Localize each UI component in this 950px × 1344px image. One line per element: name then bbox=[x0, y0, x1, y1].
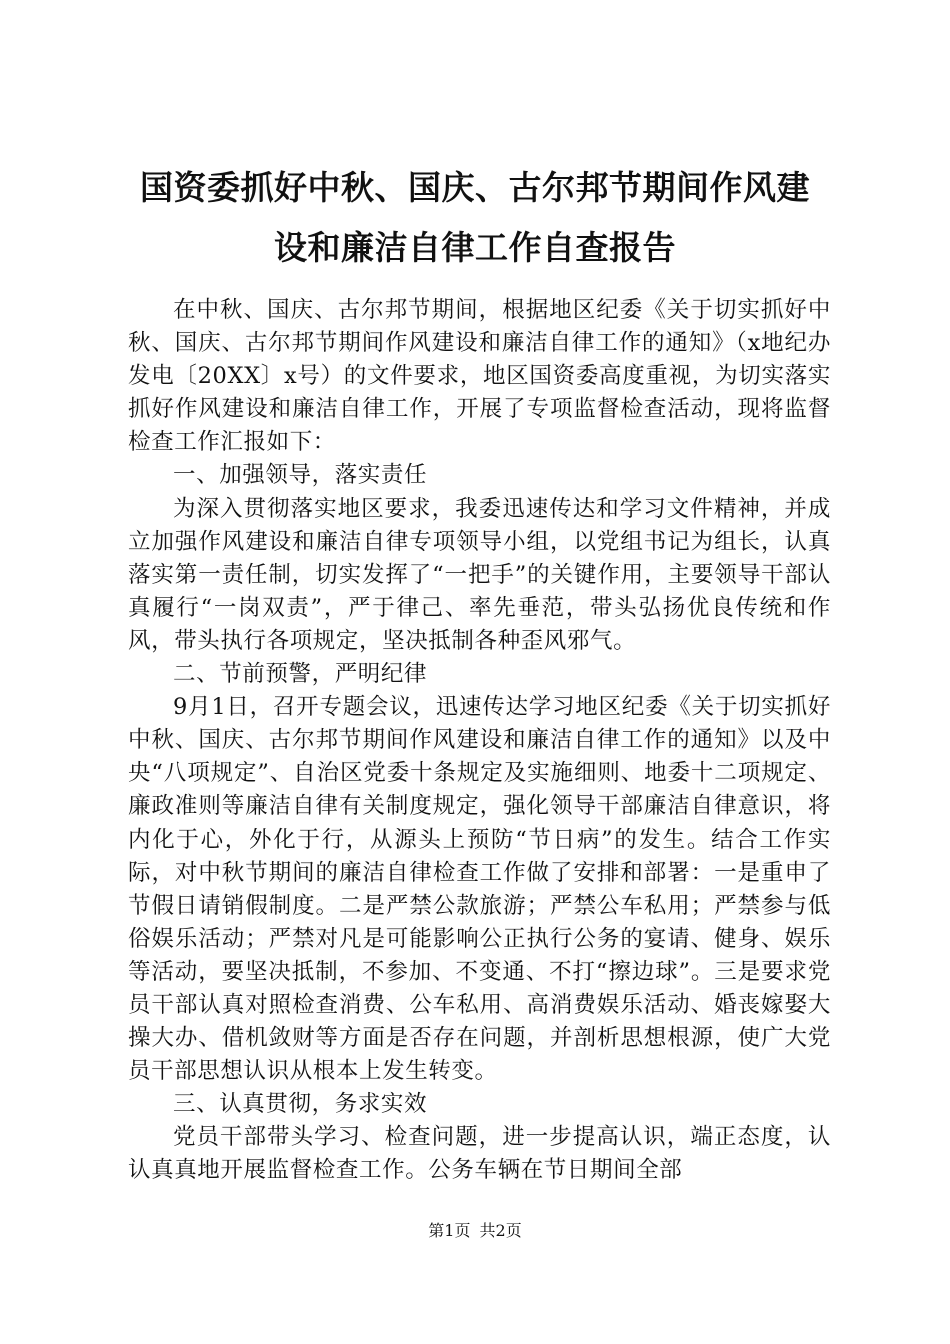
document-body bbox=[128, 294, 831, 1188]
section-heading-1: 一、加强领导，落实责任 bbox=[173, 462, 428, 489]
document-title-line-2: 设和廉洁自律工作自查报告 bbox=[274, 228, 676, 267]
section-paragraph-3: 党员干部带头学习、检查问题，进一步提高认识，端正态度，认认真真地开展监督检查工作。公务车辆在节日期间全部 bbox=[128, 1124, 831, 1184]
section-paragraph-1: 为深入贯彻落实地区要求，我委迅速传达和学习文件精神，并成立加强作风建设和廉洁自律专项领导小组，以党组书记为组长，认真落实第一责任制，切实发挥了“一把手”的关键作用，主要领导干部认真履行“一岗双责”，严于律己、率先垂范，带头弘扬优良传统和作风，带头执行各项规定，坚决抵制各种歪风邪气。 bbox=[128, 495, 831, 654]
section-heading-2: 二、节前预警，严明纪律 bbox=[173, 661, 428, 688]
section-paragraph-2: 9月1日，召开专题会议，迅速传达学习地区纪委《关于切实抓好中秋、国庆、古尔邦节期间作风建设和廉洁自律工作的通知》以及中央“八项规定”、自治区党委十条规定及实施细则、地委十二项规定、廉政准则等廉洁自律有关制度规定，强化领导干部廉洁自律意识，将内化于心，外化于行，从源头上预防“节日病”的发生。结合工作实际，对中秋节期间的廉洁自律检查工作做了安排和部署：一是重申了节假日请销假制度。二是严禁公款旅游；严禁公车私用；严禁参与低俗娱乐活动；严禁对凡是可能影响公正执行公务的宴请、健身、娱乐等活动，要坚决抵制，不参加、不变通、不打“擦边球”。三是要求党员干部认真对照检查消费、公车私用、高消费娱乐活动、婚丧嫁娶大操大办、借机敛财等方面是否存在问题，并剖析思想根源，使广大党员干部思想认识从根本上发生转变。 bbox=[128, 694, 831, 1085]
page-number: 第1页 bbox=[428, 1221, 471, 1240]
document-title-line-1: 国资委抓好中秋、国庆、古尔邦节期间作风建 bbox=[140, 168, 810, 207]
section-heading-3: 三、认真贯彻，务求实效 bbox=[173, 1091, 428, 1118]
page-total: 共2页 bbox=[479, 1221, 522, 1240]
intro-paragraph: 在中秋、国庆、古尔邦节期间，根据地区纪委《关于切实抓好中秋、国庆、古尔邦节期间作风建设和廉洁自律工作的通知》（x地纪办发电〔20XX〕x号）的文件要求，地区国资委高度重视，为切实落实抓好作风建设和廉洁自律工作，开展了专项监督检查活动，现将监督检查工作汇报如下： bbox=[128, 297, 831, 456]
page-footer bbox=[0, 1218, 950, 1241]
